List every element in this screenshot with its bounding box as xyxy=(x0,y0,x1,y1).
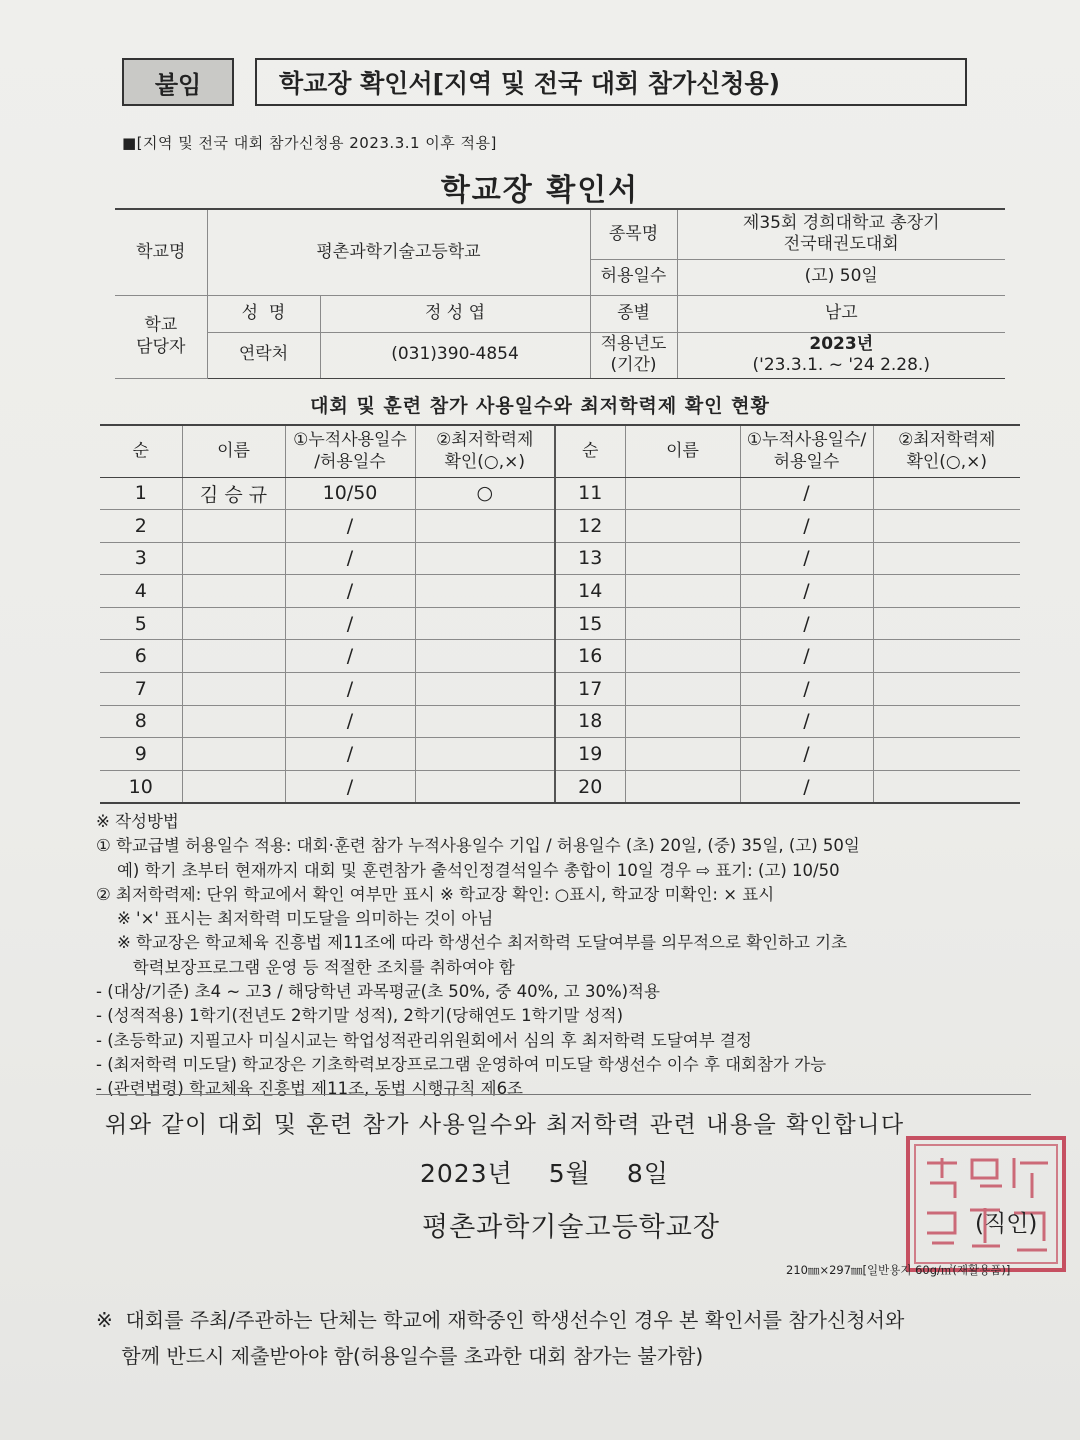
row-days: / xyxy=(285,640,415,673)
col-days xyxy=(285,425,415,477)
row-name: 김 승 규 xyxy=(182,477,285,510)
col-days-line1: ①누적사용일수 xyxy=(293,430,407,451)
row-no-2: 12 xyxy=(555,510,625,543)
category-label: 종별 xyxy=(590,295,677,332)
row-check xyxy=(415,542,555,575)
year-label-line2: (기간) xyxy=(610,355,657,375)
attachment-tag: 붙임 xyxy=(122,58,234,106)
row-check xyxy=(415,673,555,706)
col-min2-line1: ②최저학력제 xyxy=(898,430,996,451)
col-no: 순 xyxy=(100,425,182,477)
name-label: 성 명 xyxy=(207,295,320,332)
col-days2-line2: 허용일수 xyxy=(773,452,840,473)
row-check xyxy=(415,607,555,640)
row-days-2: / xyxy=(740,542,873,575)
roster-title: 대회 및 훈련 참가 사용일수와 최저학력제 확인 현황 xyxy=(310,395,770,417)
row-check xyxy=(415,640,555,673)
roster-table xyxy=(100,424,1020,804)
table-row xyxy=(100,542,1020,575)
row-name xyxy=(182,510,285,543)
row-check-2 xyxy=(873,575,1020,608)
method-line: ※ '×' 표시는 최저학력 미도달을 의미하는 것이 아님 xyxy=(96,909,494,929)
row-days-2: / xyxy=(740,738,873,771)
school-info-table xyxy=(115,208,1005,379)
year-value xyxy=(677,332,1005,378)
manager-label-line2: 담당자 xyxy=(136,336,186,357)
school-name-value: 평촌과학기술고등학교 xyxy=(207,209,590,295)
row-no: 6 xyxy=(100,640,182,673)
name-value: 정 성 엽 xyxy=(320,295,590,332)
official-seal-stamp xyxy=(902,1128,1072,1276)
row-days: 10/50 xyxy=(285,477,415,510)
method-line: - (초등학교) 지필고사 미실시교는 학업성적관리위원회에서 심의 후 최저학력 도달여부 결정 xyxy=(96,1030,752,1050)
row-no: 1 xyxy=(100,477,182,510)
event-value-line1: 제35회 경희대학교 총장기 xyxy=(742,213,940,233)
row-days-2: / xyxy=(740,705,873,738)
row-name-2 xyxy=(625,770,740,803)
issue-date xyxy=(420,1154,705,1190)
table-row xyxy=(100,607,1020,640)
table-row xyxy=(100,738,1020,771)
method-line: - (성적적용) 1학기(전년도 2학기말 성적), 2학기(당해연도 1학기말 성적) xyxy=(96,1006,624,1026)
date-day: 8일 xyxy=(626,1159,669,1188)
year-label xyxy=(590,332,677,378)
document-title: 학교장 확인서 xyxy=(440,173,640,208)
row-name-2 xyxy=(625,510,740,543)
event-value-line2: 전국태권도대회 xyxy=(783,234,899,255)
row-no-2: 19 xyxy=(555,738,625,771)
table-row xyxy=(100,477,1020,510)
event-label: 종목명 xyxy=(590,209,677,259)
row-no-2: 15 xyxy=(555,607,625,640)
row-no: 4 xyxy=(100,575,182,608)
method-line: - (관련법령) 학교체육 진흥법 제11조, 동법 시행규칙 제6조 xyxy=(96,1079,523,1099)
row-days-2: / xyxy=(740,673,873,706)
row-check-2 xyxy=(873,542,1020,575)
col-days2-line1: ①누적사용일수/ xyxy=(746,430,867,451)
table-row xyxy=(100,673,1020,706)
category-value: 남고 xyxy=(677,295,1005,332)
allowed-days-value: (고) 50일 xyxy=(677,259,1005,295)
footer-note xyxy=(96,1302,1056,1374)
col-min xyxy=(415,425,555,477)
row-name-2 xyxy=(625,705,740,738)
manager-label xyxy=(115,295,207,378)
header-title: 학교장 확인서[지역 및 전국 대회 참가신청용) xyxy=(255,58,967,106)
year-value-period: ('23.3.1. ~ '24 2.28.) xyxy=(752,355,930,375)
row-no-2: 14 xyxy=(555,575,625,608)
row-name-2 xyxy=(625,607,740,640)
writing-instructions xyxy=(96,810,1056,1102)
row-name xyxy=(182,542,285,575)
row-days: / xyxy=(285,705,415,738)
row-days: / xyxy=(285,607,415,640)
principal-title: 평촌과학기술고등학교장 xyxy=(422,1212,720,1243)
method-line: ※ 학교장은 학교체육 진흥법 제11조에 따라 학생선수 최저학력 도달여부를 의무적으로 확인하고 기초 xyxy=(96,933,848,953)
row-check-2 xyxy=(873,673,1020,706)
row-check-2 xyxy=(873,477,1020,510)
col-min-line2: 확인(○,×) xyxy=(444,452,526,473)
table-row xyxy=(100,705,1020,738)
col-days-2 xyxy=(740,425,873,477)
row-name-2 xyxy=(625,477,740,510)
method-line: - (대상/기준) 초4 ~ 고3 / 해당학년 과목평균(초 50%, 중 40%, 고 30%)적용 xyxy=(96,982,660,1002)
allowed-days-label: 허용일수 xyxy=(590,259,677,295)
row-no: 3 xyxy=(100,542,182,575)
table-row xyxy=(100,510,1020,543)
row-check-2 xyxy=(873,607,1020,640)
row-days: / xyxy=(285,770,415,803)
row-days: / xyxy=(285,738,415,771)
method-title: ※ 작성방법 xyxy=(96,812,179,831)
row-check xyxy=(415,705,555,738)
row-no: 8 xyxy=(100,705,182,738)
row-days-2: / xyxy=(740,640,873,673)
row-no: 2 xyxy=(100,510,182,543)
row-days-2: / xyxy=(740,770,873,803)
method-line: - (최저학력 미도달) 학교장은 기초학력보장프로그램 운영하여 미도달 학생선수 이수 후 대회참가 가능 xyxy=(96,1054,827,1074)
confirmation-statement: 위와 같이 대회 및 훈련 참가 사용일수와 최저학력 관련 내용을 확인합니다 xyxy=(105,1112,905,1138)
row-name xyxy=(182,640,285,673)
row-days-2: / xyxy=(740,477,873,510)
row-check xyxy=(415,510,555,543)
row-no: 5 xyxy=(100,607,182,640)
table-row xyxy=(100,575,1020,608)
row-name-2 xyxy=(625,542,740,575)
col-min2-line2: 확인(○,×) xyxy=(906,452,988,473)
footer-line: 함께 반드시 제출받아야 함(허용일수를 초과한 대회 참가는 불가함) xyxy=(96,1344,704,1368)
row-name xyxy=(182,770,285,803)
row-check xyxy=(415,575,555,608)
row-no-2: 11 xyxy=(555,477,625,510)
row-no-2: 20 xyxy=(555,770,625,803)
row-name xyxy=(182,607,285,640)
row-days-2: / xyxy=(740,510,873,543)
row-no: 7 xyxy=(100,673,182,706)
row-days: / xyxy=(285,673,415,706)
row-name xyxy=(182,705,285,738)
event-value xyxy=(677,209,1005,259)
divider xyxy=(96,1094,1031,1095)
table-row xyxy=(100,770,1020,803)
row-no-2: 16 xyxy=(555,640,625,673)
footer-line: ※ 대회를 주최/주관하는 단체는 학교에 재학중인 학생선수인 경우 본 확인서를 참가신청서와 xyxy=(96,1308,905,1332)
row-no-2: 13 xyxy=(555,542,625,575)
paper-spec: 210㎜×297㎜[일반용지 60g/㎡(재활용품)] xyxy=(786,1263,1011,1277)
row-check xyxy=(415,738,555,771)
method-line: ② 최저학력제: 단위 학교에서 확인 여부만 표시 ※ 학교장 확인: ○표시, 학교장 미확인: × 표시 xyxy=(96,884,775,904)
year-label-line1: 적용년도 xyxy=(600,333,667,354)
row-check-2 xyxy=(873,510,1020,543)
row-no: 10 xyxy=(100,770,182,803)
row-check-2 xyxy=(873,640,1020,673)
row-name xyxy=(182,673,285,706)
date-month: 5월 xyxy=(548,1159,591,1188)
row-name xyxy=(182,738,285,771)
row-name-2 xyxy=(625,575,740,608)
seal-label: (직인) xyxy=(975,1211,1038,1237)
col-name-2: 이름 xyxy=(625,425,740,477)
row-no: 9 xyxy=(100,738,182,771)
col-name: 이름 xyxy=(182,425,285,477)
contact-value: (031)390-4854 xyxy=(320,332,590,378)
method-line: ① 학교급별 허용일수 적용: 대회·훈련 참가 누적사용일수 기입 / 허용일수 (초) 20일, (중) 35일, (고) 50일 xyxy=(96,836,860,856)
row-days: / xyxy=(285,510,415,543)
col-days-line2: /허용일수 xyxy=(314,452,386,473)
row-name-2 xyxy=(625,673,740,706)
col-no-2: 순 xyxy=(555,425,625,477)
row-check xyxy=(415,770,555,803)
row-name xyxy=(182,575,285,608)
row-check-2 xyxy=(873,770,1020,803)
row-no-2: 17 xyxy=(555,673,625,706)
method-line: 학력보장프로그램 운영 등 적절한 조치를 취하여야 함 xyxy=(96,957,515,977)
header xyxy=(122,58,967,108)
row-name-2 xyxy=(625,640,740,673)
row-check: ○ xyxy=(415,477,555,510)
manager-label-line1: 학교 xyxy=(144,315,178,336)
row-no-2: 18 xyxy=(555,705,625,738)
col-min-line1: ②최저학력제 xyxy=(436,430,534,451)
row-days: / xyxy=(285,575,415,608)
table-row xyxy=(100,640,1020,673)
row-days-2: / xyxy=(740,607,873,640)
col-min-2 xyxy=(873,425,1020,477)
method-line: 예) 학기 초부터 현재까지 대회 및 훈련참가 출석인정결석일수 총합이 10일 경우 ⇨ 표기: (고) 10/50 xyxy=(96,860,840,880)
contact-label: 연락처 xyxy=(207,332,320,378)
row-check-2 xyxy=(873,738,1020,771)
school-name-label: 학교명 xyxy=(115,209,207,295)
date-year: 2023년 xyxy=(420,1159,513,1188)
row-name-2 xyxy=(625,738,740,771)
row-check-2 xyxy=(873,705,1020,738)
row-days: / xyxy=(285,542,415,575)
row-days-2: / xyxy=(740,575,873,608)
year-value-year: 2023년 xyxy=(809,333,874,354)
applicability-notice: ■[지역 및 전국 대회 참가신청용 2023.3.1 이후 적용] xyxy=(122,134,497,152)
